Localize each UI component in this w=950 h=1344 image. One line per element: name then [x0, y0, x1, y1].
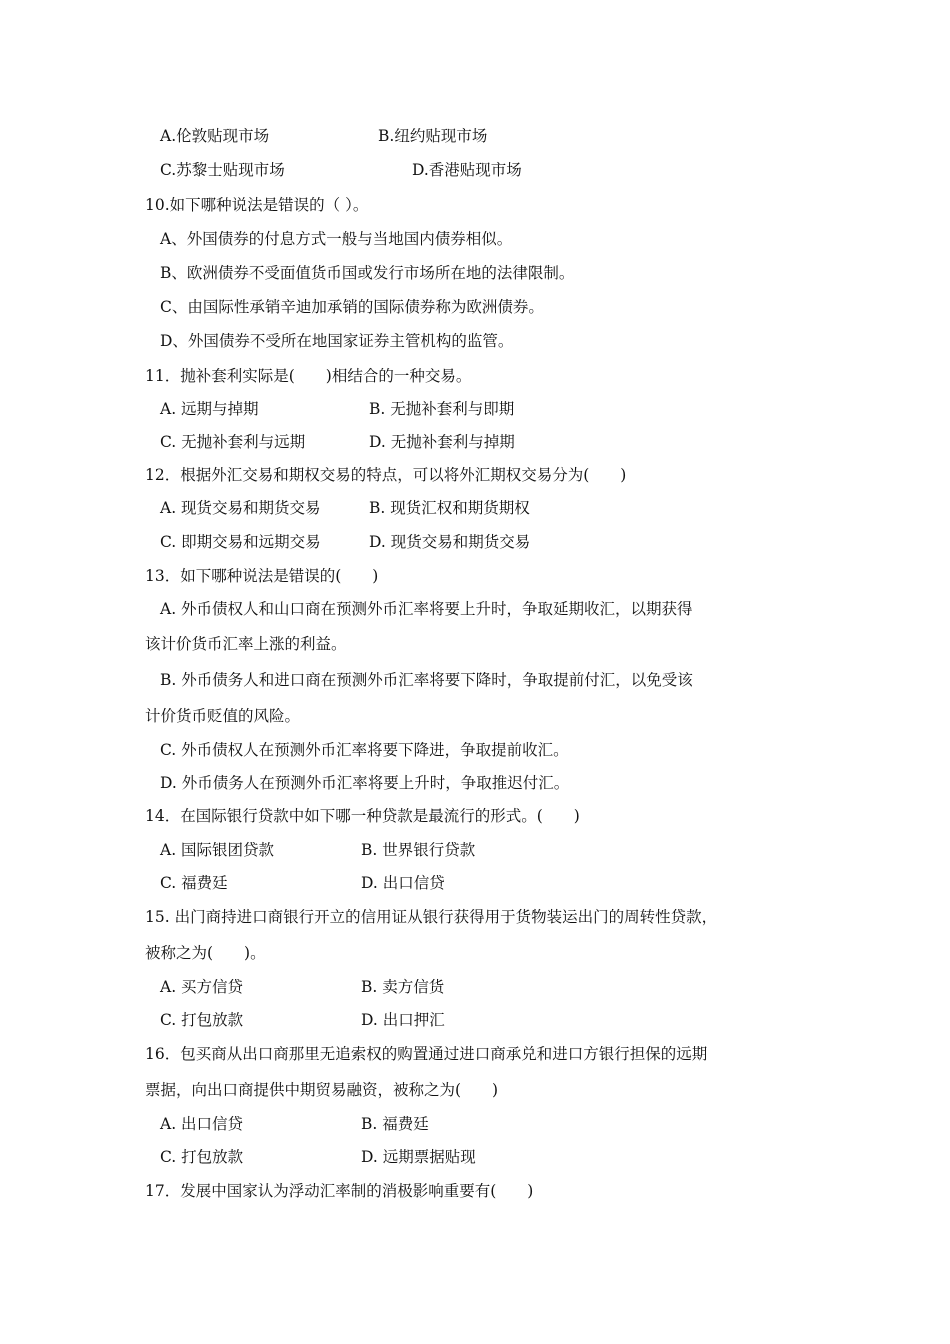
q14-option-c: C. 福费廷 [160, 874, 228, 892]
q16-option-d: D. 远期票据贴现 [361, 1148, 476, 1166]
q13-option-b-line2: 计价货币贬值的风险。 [145, 707, 301, 725]
q14-option-d: D. 出口信贷 [361, 874, 445, 892]
q12-stem: 12．根据外汇交易和期权交易的特点，可以将外汇期权交易分为( ) [145, 466, 627, 484]
q10-option-c: C、由国际性承销辛迪加承销的国际债券称为欧洲债券。 [160, 298, 544, 316]
q11-option-c: C. 无抛补套利与远期 [160, 433, 306, 451]
q15-stem-line2: 被称之为( )。 [145, 944, 266, 962]
q16-stem-line1: 16．包买商从出口商那里无追索权的购置通过进口商承兑和进口方银行担保的远期 [145, 1045, 708, 1063]
q12-option-a: A. 现货交易和期货交易 [160, 499, 321, 517]
q9-option-a: A.伦敦贴现市场 [160, 127, 270, 145]
q16-option-c: C. 打包放款 [160, 1148, 244, 1166]
q11-option-b: B. 无抛补套利与即期 [369, 400, 515, 418]
q13-option-c: C. 外币债权人在预测外币汇率将要下降进，争取提前收汇。 [160, 741, 569, 759]
q9-option-d: D.香港贴现市场 [412, 161, 522, 179]
q14-stem: 14．在国际银行贷款中如下哪一种贷款是最流行的形式。( ) [145, 807, 580, 825]
q10-option-a: A、外国债券的付息方式一般与当地国内债券相似。 [160, 230, 513, 248]
q15-option-b: B. 卖方信货 [361, 978, 445, 996]
q11-stem: 11．抛补套利实际是( )相结合的一种交易。 [145, 367, 472, 385]
q13-option-b-line1: B. 外币债务人和进口商在预测外币汇率将要下降时，争取提前付汇，以免受该 [160, 671, 693, 689]
q9-option-c: C.苏黎士贴现市场 [160, 161, 285, 179]
q9-option-b: B.纽约贴现市场 [378, 127, 488, 145]
q12-option-d: D. 现货交易和期货交易 [369, 533, 531, 551]
q17-stem: 17．发展中国家认为浮动汇率制的消极影响重要有( ) [145, 1182, 534, 1200]
q14-option-a: A. 国际银团贷款 [160, 841, 275, 859]
q11-option-d: D. 无抛补套利与掉期 [369, 433, 515, 451]
q12-option-c: C. 即期交易和远期交易 [160, 533, 321, 551]
q15-stem-line1: 15. 出门商持进口商银行开立的信用证从银行获得用于货物装运出门的周转性贷款， [145, 908, 718, 926]
q16-stem-line2: 票据，向出口商提供中期贸易融资，被称之为( ) [145, 1081, 499, 1099]
q13-stem: 13．如下哪种说法是错误的( ) [145, 567, 379, 585]
q15-option-d: D. 出口押汇 [361, 1011, 445, 1029]
q15-option-c: C. 打包放款 [160, 1011, 244, 1029]
q11-option-a: A. 远期与掉期 [160, 400, 259, 418]
q14-option-b: B. 世界银行贷款 [361, 841, 476, 859]
q13-option-a-line2: 该计价货币汇率上涨的利益。 [145, 635, 347, 653]
q16-option-a: A. 出口信贷 [160, 1115, 244, 1133]
q13-option-d: D. 外币债务人在预测外币汇率将要上升时，争取推迟付汇。 [160, 774, 570, 792]
q15-option-a: A. 买方信贷 [160, 978, 244, 996]
q13-option-a-line1: A. 外币债权人和山口商在预测外币汇率将要上升时，争取延期收汇，以期获得 [160, 600, 693, 618]
q12-option-b: B. 现货汇权和期货期权 [369, 499, 530, 517]
q10-stem: 10.如下哪种说法是错误的（ ）。 [145, 196, 369, 214]
q10-option-b: B、欧洲债券不受面值货币国或发行市场所在地的法律限制。 [160, 264, 575, 282]
q10-option-d: D、外国债券不受所在地国家证券主管机构的监管。 [160, 332, 514, 350]
q16-option-b: B. 福费廷 [361, 1115, 429, 1133]
